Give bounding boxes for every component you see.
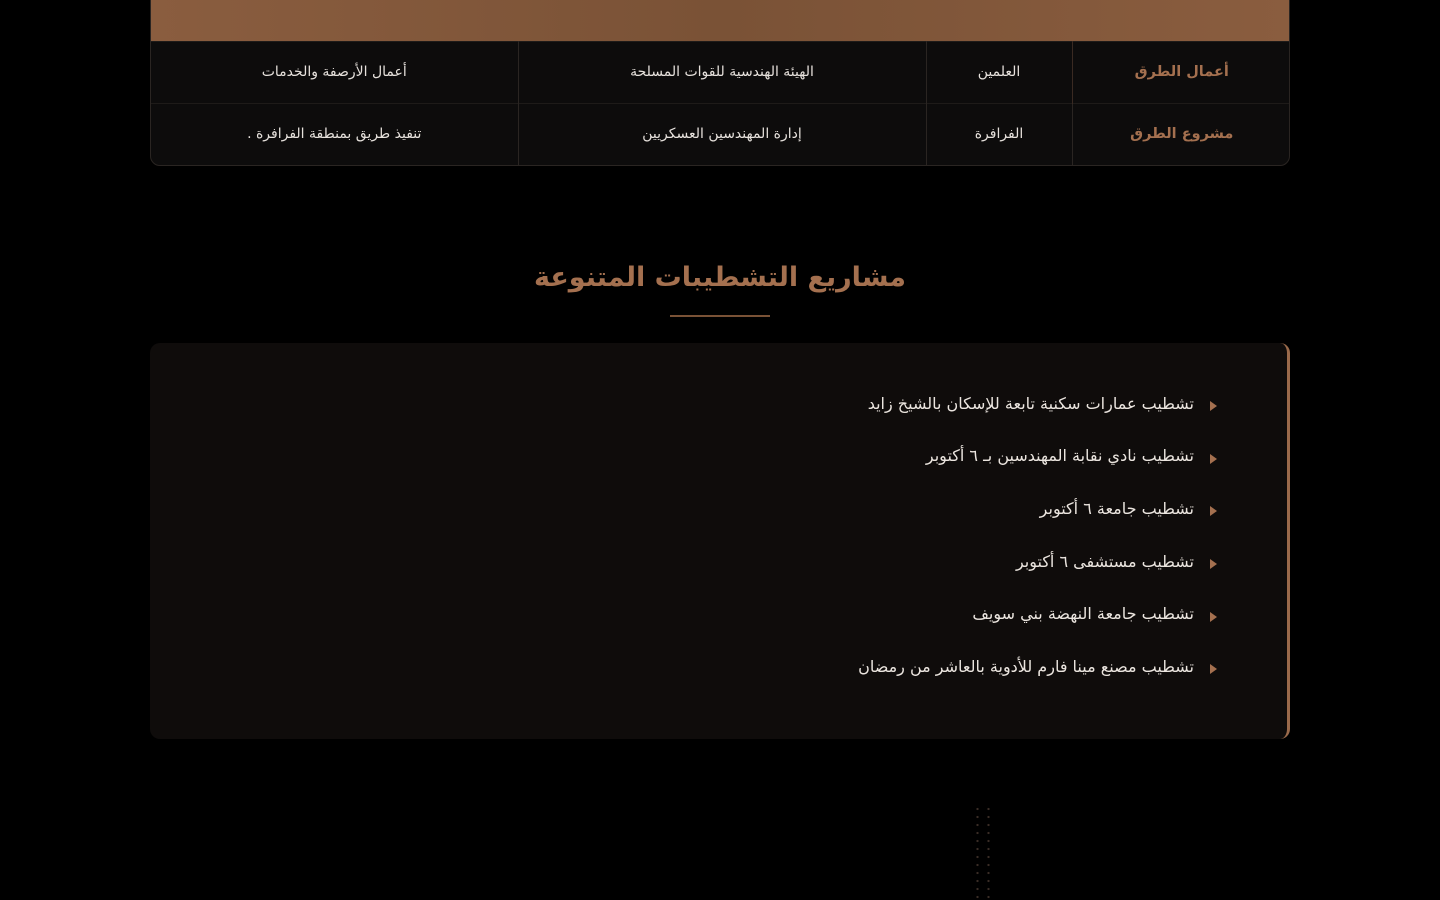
cell-location: العلمين [926, 41, 1072, 103]
table-row [151, 41, 1290, 103]
list-item-text: تشطيب مستشفى ٦ أكتوبر [1015, 551, 1194, 571]
cell-supervisor: الهيئة الهندسية للقوات المسلحة [518, 41, 926, 103]
table-header-row [151, 0, 1290, 41]
list-item [858, 482, 1217, 535]
finishing-projects-list [858, 377, 1217, 693]
header-supervisor [518, 0, 926, 41]
caret-left-icon [1210, 506, 1217, 516]
list-item [858, 640, 1217, 693]
finishing-projects-card [150, 343, 1290, 739]
cell-location: الفرافرة [926, 103, 1072, 165]
list-item-text: تشطيب جامعة النهضة بني سويف [972, 604, 1194, 624]
caret-left-icon [1210, 559, 1217, 569]
list-item [858, 377, 1217, 430]
list-item [858, 587, 1217, 640]
decorative-dots [972, 805, 990, 900]
list-item [858, 430, 1217, 483]
caret-left-icon [1210, 664, 1217, 674]
cell-project: أعمال الطرق [1072, 41, 1290, 103]
list-item [858, 535, 1217, 588]
list-item-text: تشطيب مصنع مينا فارم للأدوية بالعاشر من رمضان [858, 656, 1194, 676]
header-project [1072, 0, 1290, 41]
list-item-text: تشطيب عمارات سكنية تابعة للإسكان بالشيخ زايد [867, 393, 1194, 413]
cell-scope: أعمال الأرصفة والخدمات [151, 41, 518, 103]
list-item-text: تشطيب نادي نقابة المهندسين بـ ٦ أكتوبر [925, 446, 1194, 466]
header-location [926, 0, 1072, 41]
list-item-text: تشطيب جامعة ٦ أكتوبر [1039, 498, 1194, 518]
cell-supervisor: إدارة المهندسين العسكريين [518, 103, 926, 165]
cell-scope: تنفيذ طريق بمنطقة الفرافرة . [151, 103, 518, 165]
title-underline [670, 315, 770, 317]
projects-table [150, 0, 1290, 166]
section-title: مشاريع التشطيبات المتنوعة [533, 262, 907, 293]
table-row [151, 103, 1290, 165]
caret-left-icon [1210, 401, 1217, 411]
header-scope [151, 0, 518, 41]
cell-project: مشروع الطرق [1072, 103, 1290, 165]
caret-left-icon [1210, 612, 1217, 622]
caret-left-icon [1210, 454, 1217, 464]
